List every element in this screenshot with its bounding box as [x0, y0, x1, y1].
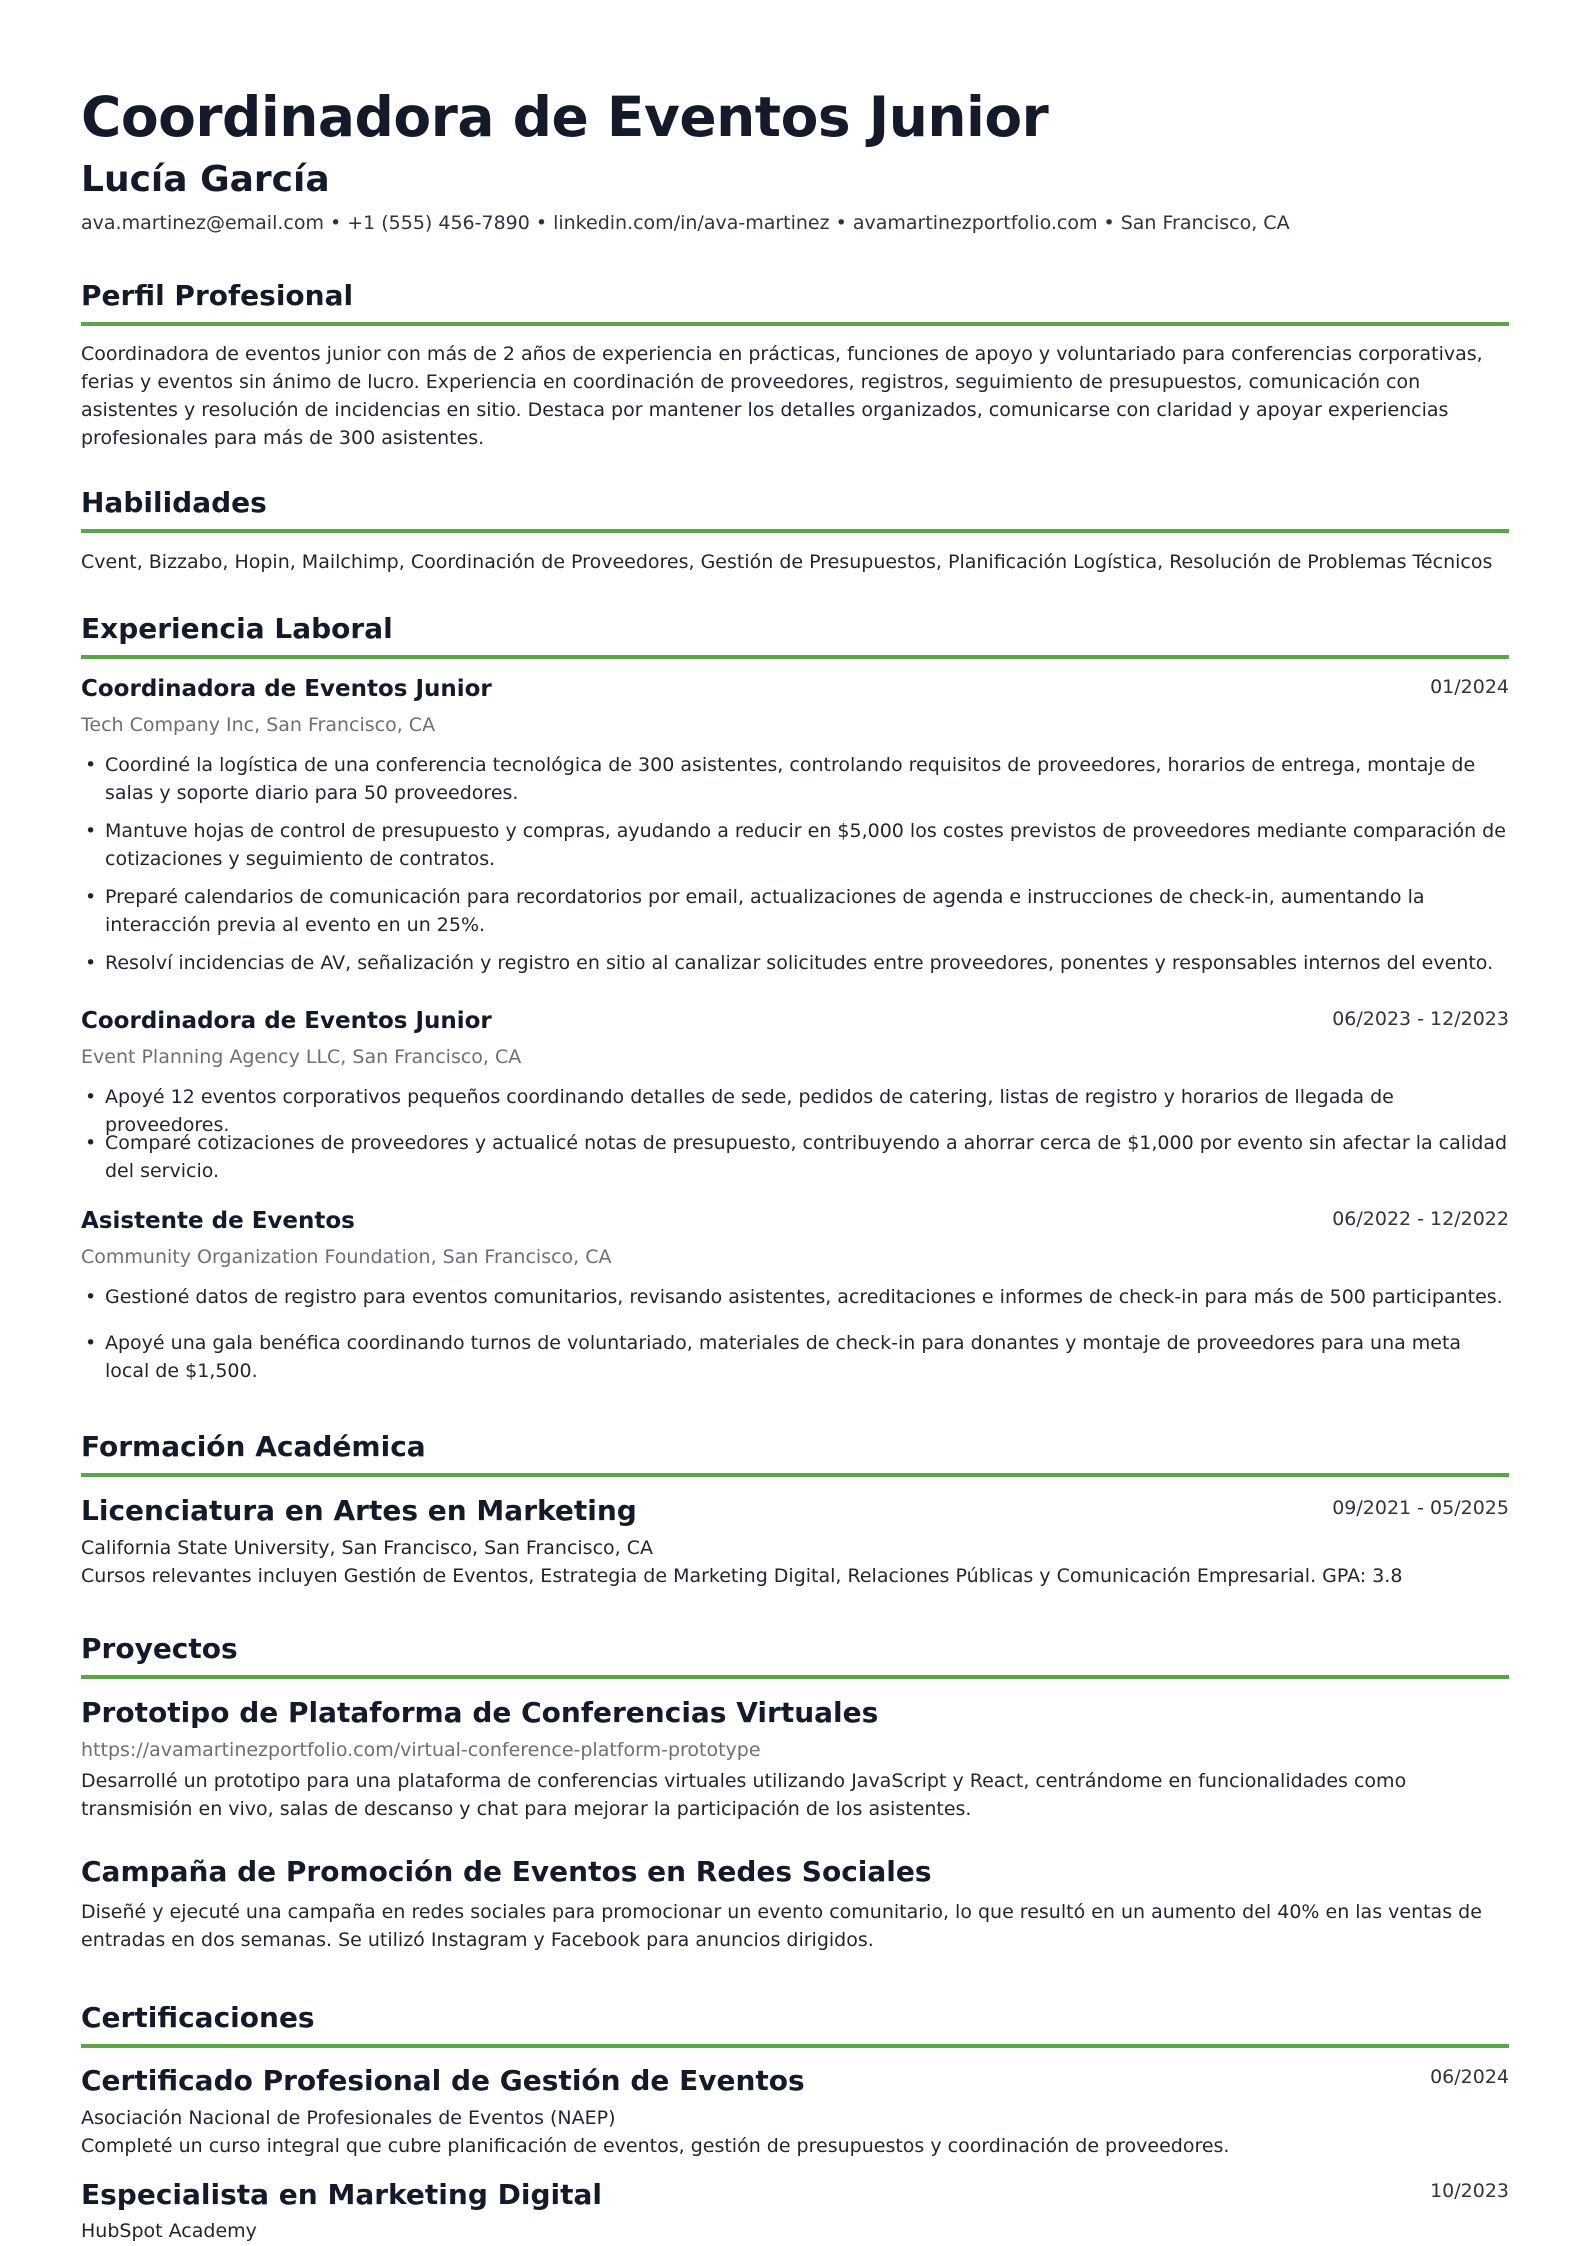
degree-title: Licenciatura en Artes en Marketing: [81, 1494, 637, 1527]
profile-summary: Coordinadora de eventos junior con más de 2 años de experiencia en prácticas, funciones de apoyo y voluntariado para conferencias corporativas, ferias y eventos sin ánimo de lucro. Experiencia en coordinación de proveedores, registros, seguimiento de presupuestos, comunicación con asistentes y resolución de incidencias en sitio. Destaca por mantener los detalles organizados, comunicarse con claridad y apoyar experiencias profesionales para más de 300 asistentes.: [81, 343, 1483, 449]
resume-title: Coordinadora de Eventos Junior: [81, 85, 1049, 149]
contact-separator: •: [329, 212, 342, 234]
job-bullet: • Resolví incidencias de AV, señalización y registro en sitio al canalizar solicitudes entre proveedores, ponentes y responsables internos del evento.: [81, 949, 1509, 977]
section-heading-skills: Habilidades: [81, 485, 1509, 533]
project-title: Prototipo de Plataforma de Conferencias Virtuales: [81, 1696, 879, 1729]
contact-separator: •: [535, 212, 548, 234]
project-description: Desarrollé un prototipo para una plataforma de conferencias virtuales utilizando JavaScript y React, centrándome en funcionalidades como transmisión en vivo, salas de descanso y chat para mejorar la participación de los asistentes.: [81, 1770, 1407, 1820]
contact-email[interactable]: ava.martinez@email.com: [81, 212, 324, 234]
job-title: Coordinadora de Eventos Junior: [81, 1008, 492, 1034]
contact-linkedin[interactable]: linkedin.com/in/ava-martinez: [553, 212, 830, 234]
contact-separator: •: [835, 212, 847, 234]
certification-description: Completé un curso integral que cubre planificación de eventos, gestión de presupuestos y coordinación de proveedores.: [81, 2135, 1230, 2157]
job-company: Community Organization Foundation, San Francisco, CA: [81, 1246, 612, 1268]
contact-separator: •: [1103, 212, 1115, 234]
education-details: Cursos relevantes incluyen Gestión de Eventos, Estrategia de Marketing Digital, Relaciones Públicas y Comunicación Empresarial. GPA: 3.8: [81, 1565, 1403, 1587]
job-bullet: • Comparé cotizaciones de proveedores y actualicé notas de presupuesto, contribuyendo a ahorrar cerca de $1,000 por evento sin afectar la calidad del servicio.: [81, 1129, 1509, 1185]
job-bullet: • Apoyé 12 eventos corporativos pequeños coordinando detalles de sede, pedidos de catering, listas de registro y horarios de llegada de proveedores.: [81, 1083, 1509, 1139]
job-bullet: • Mantuve hojas de control de presupuesto y compras, ayudando a reducir en $5,000 los costes previstos de proveedores mediante comparación de cotizaciones y seguimiento de contratos.: [81, 817, 1509, 873]
section-heading-projects: Proyectos: [81, 1631, 1509, 1679]
job-title: Asistente de Eventos: [81, 1208, 355, 1234]
skills-list: Cvent, Bizzabo, Hopin, Mailchimp, Coordinación de Proveedores, Gestión de Presupuestos, Planificación Logística, Resolución de Problemas Técnicos: [81, 551, 1493, 573]
job-bullet: • Gestioné datos de registro para eventos comunitarios, revisando asistentes, acreditaciones e informes de check-in para más de 500 participantes.: [81, 1283, 1509, 1311]
certification-issuer: HubSpot Academy: [81, 2220, 257, 2242]
job-title: Coordinadora de Eventos Junior: [81, 676, 492, 702]
certification-date: 10/2023: [1430, 2180, 1509, 2202]
job-bullet: • Coordiné la logística de una conferencia tecnológica de 300 asistentes, controlando requisitos de proveedores, horarios de entrega, montaje de salas y soporte diario para 50 proveedores.: [81, 751, 1509, 807]
job-company: Tech Company Inc, San Francisco, CA: [81, 714, 436, 736]
candidate-name: Lucía García: [81, 159, 330, 200]
education-school: California State University, San Francisco, San Francisco, CA: [81, 1537, 653, 1559]
project-title: Campaña de Promoción de Eventos en Redes Sociales: [81, 1855, 932, 1888]
job-date: 06/2022 - 12/2022: [1332, 1208, 1509, 1230]
section-heading-certifications: Certificaciones: [81, 2000, 1509, 2048]
section-heading-education: Formación Académica: [81, 1429, 1509, 1477]
contact-phone[interactable]: +1 (555) 456-7890: [347, 212, 530, 234]
project-url[interactable]: https://avamartinezportfolio.com/virtual-conference-platform-prototype: [81, 1739, 761, 1761]
certification-date: 06/2024: [1430, 2066, 1509, 2088]
job-date: 06/2023 - 12/2023: [1332, 1008, 1509, 1030]
job-bullet: • Preparé calendarios de comunicación para recordatorios por email, actualizaciones de agenda e instrucciones de check-in, aumentando la interacción previa al evento en un 25%.: [81, 883, 1509, 939]
contact-line: [81, 210, 1290, 236]
job-company: Event Planning Agency LLC, San Francisco, CA: [81, 1046, 522, 1068]
section-heading-experience: Experiencia Laboral: [81, 611, 1509, 659]
education-date: 09/2021 - 05/2025: [1332, 1497, 1509, 1519]
job-bullet: • Apoyé una gala benéfica coordinando turnos de voluntariado, materiales de check-in para donantes y montaje de proveedores para una meta local de $1,500.: [81, 1329, 1509, 1385]
certification-title: Especialista en Marketing Digital: [81, 2178, 602, 2211]
job-date: 01/2024: [1430, 676, 1509, 698]
section-heading-profile: Perfil Profesional: [81, 278, 1509, 326]
contact-portfolio[interactable]: avamartinezportfolio.com: [852, 212, 1098, 234]
project-description: Diseñé y ejecuté una campaña en redes sociales para promocionar un evento comunitario, lo que resultó en un aumento del 40% en las ventas de entradas en dos semanas. Se utilizó Instagram y Facebook para anuncios dirigidos.: [81, 1901, 1482, 1951]
certification-title: Certificado Profesional de Gestión de Eventos: [81, 2064, 805, 2097]
contact-location: San Francisco, CA: [1120, 212, 1290, 234]
certification-issuer: Asociación Nacional de Profesionales de Eventos (NAEP): [81, 2107, 616, 2129]
